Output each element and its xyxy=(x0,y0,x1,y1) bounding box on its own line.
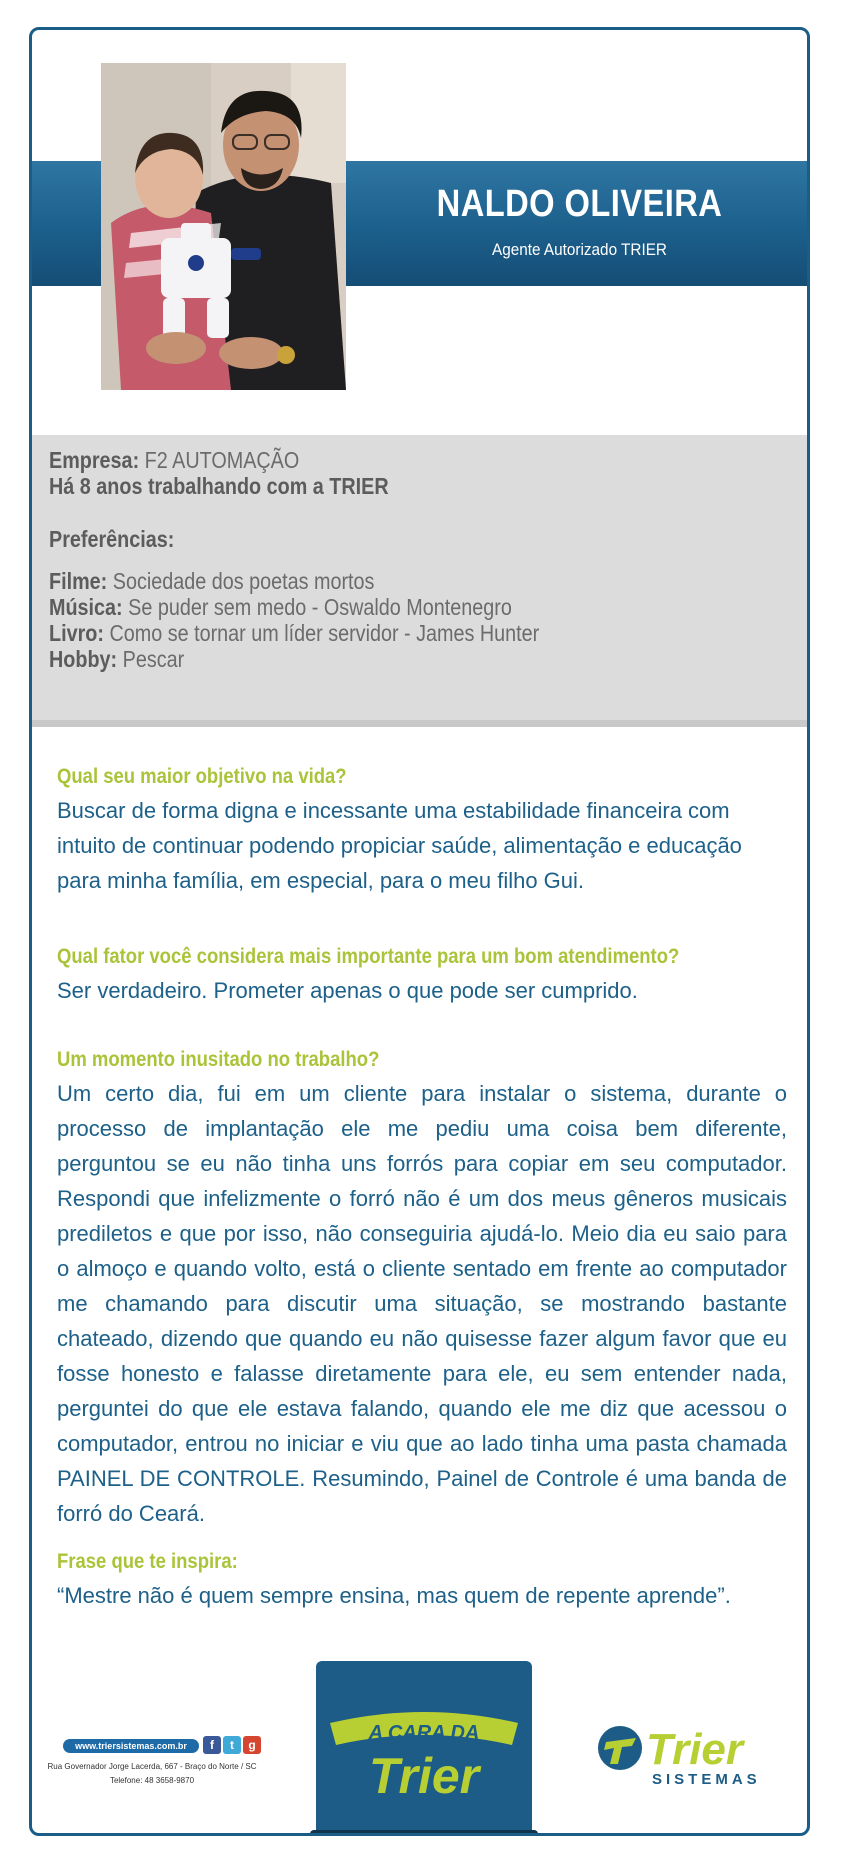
badge-line1: A CARA DA xyxy=(368,1722,480,1744)
facebook-icon[interactable]: f xyxy=(203,1736,221,1754)
trier-logo xyxy=(592,1720,792,1790)
book-line xyxy=(49,620,539,647)
cara-da-trier-badge xyxy=(316,1661,532,1836)
google-plus-icon[interactable]: g xyxy=(243,1736,261,1754)
question-3: Um momento inusitado no trabalho? xyxy=(57,1048,380,1071)
hobby-label: Hobby: xyxy=(49,646,118,672)
answer-4: “Mestre não é quem sempre ensina, mas quem de repente aprende”. xyxy=(57,1583,731,1608)
answer-2: Ser verdadeiro. Prometer apenas o que pode ser cumprido. xyxy=(57,978,638,1003)
music-line xyxy=(49,594,512,621)
music-value: Se puder sem medo - Oswaldo Montenegro xyxy=(128,594,512,620)
movie-line xyxy=(49,568,374,595)
music-label: Música: xyxy=(49,594,123,620)
movie-value: Sociedade dos poetas mortos xyxy=(112,568,375,594)
years-line xyxy=(49,473,389,500)
info-panel xyxy=(32,435,807,727)
question-4: Frase que te inspira: xyxy=(57,1550,238,1573)
badge-line2: Trier xyxy=(368,1748,480,1804)
preferences-heading xyxy=(49,526,174,553)
footer-address: Rua Governador Jorge Lacerda, 667 - Braço do Norte / SC xyxy=(47,1762,257,1771)
years-text: Há 8 anos trabalhando com a TRIER xyxy=(49,473,389,499)
preferences-label: Preferências: xyxy=(49,526,175,552)
profile-name: NALDO OLIVEIRA xyxy=(436,183,723,225)
answer-1: Buscar de forma digna e incessante uma estabilidade financeira com intuito de continuar podendo propiciar saúde, alimentação e educação para minha família, em especial, para o meu filho Gui. xyxy=(57,798,742,893)
photo-illustration xyxy=(101,63,346,390)
profile-card xyxy=(29,27,810,1836)
profile-role: Agente Autorizado TRIER xyxy=(492,240,667,259)
hobby-value: Pescar xyxy=(122,646,185,672)
twitter-icon[interactable]: t xyxy=(223,1736,241,1754)
answer-3: Um certo dia, fui em um cliente para instalar o sistema, durante o processo de implantação ele me pediu uma coisa bem diferente, perguntou se eu não tinha uns forrós para copiar em seu computador. Respondi que infelizmente o forró não é um dos meus gêneros musicais prediletos e que por isso, não conseguiria ajudá-lo. Meio dia eu saio para o almoço e quando volto, está o cliente sentado em frente ao computador me chamando para discutir uma situação, se mostrando bastante chateado, dizendo que quando eu não quisesse fazer algum favor que eu fosse honesto e falasse diretamente para ele, eu sem entender nada, perguntei do que ele estava falando, quando ele me diz que acessou o computador, entrou no iniciar e viu que ao lado tinha uma pasta chamada PAINEL DE CONTROLE. Resumindo, Painel de Controle é uma banda de forró do Ceará. xyxy=(57,1081,787,1526)
question-1: Qual seu maior objetivo na vida? xyxy=(57,765,347,788)
trier-logo-tagline: SISTEMAS xyxy=(652,1771,761,1788)
company-line xyxy=(49,447,299,474)
hobby-line xyxy=(49,646,184,673)
book-label: Livro: xyxy=(49,620,104,646)
footer-phone: Telefone: 48 3658-9870 xyxy=(109,1776,195,1785)
book-value: Como se tornar um líder servidor - James Hunter xyxy=(109,620,540,646)
company-label: Empresa: xyxy=(49,447,140,473)
website-link[interactable]: www.triersistemas.com.br xyxy=(63,1739,199,1753)
badge-graphic xyxy=(316,1661,532,1836)
badge-base xyxy=(310,1830,538,1836)
company-value: F2 AUTOMAÇÃO xyxy=(144,447,300,473)
question-2: Qual fator você considera mais importante para um bom atendimento? xyxy=(57,945,680,968)
trier-logo-name: Trier xyxy=(646,1725,744,1774)
profile-photo xyxy=(101,63,346,390)
movie-label: Filme: xyxy=(49,568,108,594)
